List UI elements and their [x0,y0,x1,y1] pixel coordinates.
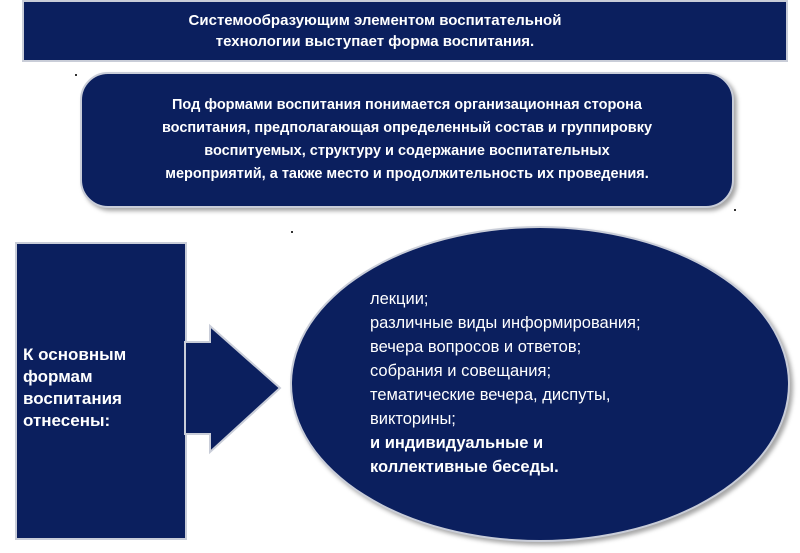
decorative-dot [291,231,293,233]
side-label [23,344,183,432]
decorative-dot [75,74,77,76]
definition-line-1: Под формами воспитания понимается организационная сторона [172,97,642,113]
title-line-2: технологии выступает форма воспитания. [215,33,535,50]
title-line-1: Системообразующим элементом воспитательной [188,12,562,29]
title-box [22,0,788,62]
list-item-bold: и индивидуальные и [370,434,544,452]
decorative-dot [734,209,736,211]
definition-line-2: воспитания, предполагающая определенный состав и группировку [161,120,653,136]
definition-text [162,94,652,186]
list-item: вечера вопросов и ответов; [370,338,582,356]
side-line-2: формам [23,367,93,386]
list-item: лекции; [370,290,429,308]
forms-list [370,287,730,479]
side-line-4: отнесены: [23,411,111,430]
list-item: викторины; [370,410,456,428]
list-item-bold: коллективные беседы. [370,458,559,476]
definition-box [80,72,734,208]
side-line-1: К основным [23,345,127,364]
definition-line-4: мероприятий, а также место и продолжительность их проведения. [165,166,649,182]
title-text [189,10,562,52]
side-line-3: воспитания [23,389,122,408]
list-item: различные виды информирования; [370,314,641,332]
definition-line-3: воспитуемых, структуру и содержание воспитательных [204,143,610,159]
list-item: тематические вечера, диспуты, [370,386,611,404]
list-item: собрания и совещания; [370,362,552,380]
